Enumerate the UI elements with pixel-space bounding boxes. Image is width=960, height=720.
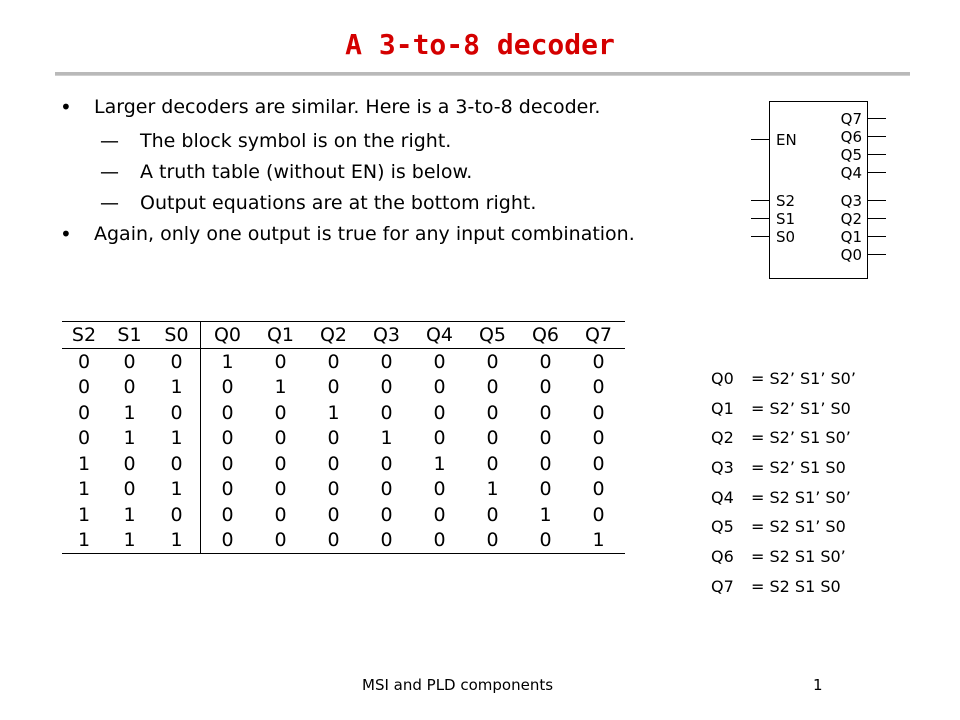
table-cell: 0 bbox=[77, 376, 91, 399]
table-cell: 0 bbox=[274, 503, 287, 526]
input-label-s2: S2 bbox=[776, 192, 796, 210]
table-cell: 0 bbox=[327, 452, 340, 475]
bullet-text: Again, only one output is true for any input combination. bbox=[94, 223, 635, 245]
column-header: Q5 bbox=[466, 322, 519, 349]
table-cell: 1 bbox=[572, 528, 625, 554]
table-cell: 1 bbox=[77, 452, 91, 475]
table-cell: 0 bbox=[201, 451, 255, 477]
equation-output: Q4 bbox=[711, 487, 734, 507]
equation-line bbox=[711, 546, 856, 576]
table-cell: 0 bbox=[327, 478, 340, 501]
table-cell: 0 bbox=[433, 503, 446, 526]
equation-line bbox=[711, 457, 856, 487]
output-pin-q5 bbox=[868, 154, 886, 155]
table-cell: 0 bbox=[170, 401, 183, 424]
table-cell: 0 bbox=[433, 401, 446, 424]
column-header: S0 bbox=[153, 322, 201, 349]
table-cell: 0 bbox=[123, 478, 136, 501]
output-equations bbox=[711, 368, 856, 606]
equation-expression: = S2 S1’ S0’ bbox=[751, 487, 851, 507]
output-label-q0: Q0 bbox=[840, 246, 862, 264]
equation-expression: = S2’ S1 S0 bbox=[751, 458, 846, 478]
input-label-s0: S0 bbox=[776, 228, 796, 246]
table-cell: 0 bbox=[433, 427, 446, 450]
column-header: Q6 bbox=[519, 322, 572, 349]
table-cell: 1 bbox=[327, 401, 340, 424]
table-cell: 1 bbox=[380, 427, 393, 450]
table-cell: 1 bbox=[170, 427, 183, 450]
column-header: Q2 bbox=[307, 322, 360, 349]
column-header: Q0 bbox=[201, 322, 255, 349]
table-cell: 1 bbox=[274, 376, 287, 399]
sub-bullet-text: A truth table (without EN) is below. bbox=[140, 161, 473, 183]
table-cell: 0 bbox=[201, 477, 255, 503]
table-cell: 0 bbox=[274, 401, 287, 424]
table-cell: 0 bbox=[380, 350, 393, 373]
output-pin-q2 bbox=[868, 218, 886, 219]
equation-line bbox=[711, 368, 856, 398]
output-label-q4: Q4 bbox=[840, 164, 862, 182]
table-cell: 1 bbox=[77, 503, 91, 526]
table-cell: 0 bbox=[327, 503, 340, 526]
equation-line bbox=[711, 398, 856, 428]
table-cell: 0 bbox=[380, 478, 393, 501]
equation-line bbox=[711, 516, 856, 546]
table-cell: 0 bbox=[539, 478, 552, 501]
table-cell: 0 bbox=[380, 401, 393, 424]
table-cell: 1 bbox=[201, 349, 255, 375]
table-row bbox=[62, 375, 625, 401]
equation-output: Q1 bbox=[711, 398, 734, 418]
table-cell: 0 bbox=[380, 376, 393, 399]
column-header: S1 bbox=[106, 322, 153, 349]
table-cell: 0 bbox=[274, 350, 287, 373]
table-cell: 1 bbox=[153, 528, 201, 554]
bullet-item bbox=[56, 220, 756, 254]
table-cell: 0 bbox=[77, 401, 91, 424]
equation-line bbox=[711, 487, 856, 517]
table-cell: 0 bbox=[486, 350, 499, 373]
equation-output: Q3 bbox=[711, 458, 734, 478]
table-cell: 0 bbox=[123, 376, 136, 399]
output-label-q3: Q3 bbox=[840, 192, 862, 210]
table-cell: 0 bbox=[274, 452, 287, 475]
equation-line bbox=[711, 427, 856, 457]
sub-bullet-text: Output equations are at the bottom right. bbox=[140, 192, 537, 214]
table-cell: 0 bbox=[592, 478, 605, 501]
bullet-marker: • bbox=[60, 95, 72, 119]
input-label-en: EN bbox=[776, 131, 797, 149]
table-cell: 0 bbox=[433, 350, 446, 373]
table-cell: 0 bbox=[201, 528, 255, 554]
table-cell: 0 bbox=[486, 452, 499, 475]
sub-bullet-text: The block symbol is on the right. bbox=[140, 130, 452, 152]
equation-expression: = S2’ S1 S0’ bbox=[751, 428, 851, 448]
table-cell: 0 bbox=[539, 401, 552, 424]
input-pin-s1 bbox=[751, 218, 769, 219]
bullet-item bbox=[56, 93, 756, 127]
sub-bullet-item bbox=[56, 127, 756, 158]
table-cell: 0 bbox=[77, 350, 91, 373]
page-number: 1 bbox=[813, 676, 823, 694]
table-cell: 0 bbox=[539, 350, 552, 373]
equation-expression: = S2 S1’ S0 bbox=[751, 517, 846, 537]
input-pin-s2 bbox=[751, 200, 769, 201]
equation-expression: = S2’ S1’ S0’ bbox=[751, 369, 856, 388]
output-pin-q4 bbox=[868, 172, 886, 173]
footer-title: MSI and PLD components bbox=[362, 676, 554, 694]
sub-bullet-item bbox=[56, 189, 756, 220]
column-header: Q4 bbox=[413, 322, 466, 349]
table-cell: 0 bbox=[201, 502, 255, 528]
table-header-row bbox=[62, 322, 625, 349]
bullet-marker: • bbox=[60, 222, 72, 246]
equation-output: Q6 bbox=[711, 547, 734, 567]
bullet-list bbox=[56, 93, 756, 254]
table-cell: 0 bbox=[327, 427, 340, 450]
table-cell: 0 bbox=[123, 350, 136, 373]
output-label-q7: Q7 bbox=[840, 110, 862, 128]
column-header: S2 bbox=[62, 322, 106, 349]
table-cell: 0 bbox=[592, 452, 605, 475]
table-cell: 0 bbox=[539, 452, 552, 475]
table-cell: 1 bbox=[123, 401, 136, 424]
equation-output: Q2 bbox=[711, 428, 734, 448]
output-label-q5: Q5 bbox=[840, 146, 862, 164]
table-cell: 0 bbox=[274, 427, 287, 450]
table-cell: 0 bbox=[486, 503, 499, 526]
table-row bbox=[62, 400, 625, 426]
output-pin-q3 bbox=[868, 200, 886, 201]
title-divider bbox=[55, 72, 910, 76]
decoder-block-body bbox=[769, 101, 868, 279]
table-cell: 1 bbox=[106, 528, 153, 554]
sub-bullet-item bbox=[56, 158, 756, 189]
input-pin-en bbox=[751, 139, 769, 140]
table-cell: 0 bbox=[380, 503, 393, 526]
table-cell: 1 bbox=[539, 503, 552, 526]
table-cell: 0 bbox=[327, 376, 340, 399]
output-pin-q6 bbox=[868, 136, 886, 137]
output-label-q6: Q6 bbox=[840, 128, 862, 146]
table-cell: 0 bbox=[77, 427, 91, 450]
equation-expression: = S2’ S1’ S0 bbox=[751, 398, 851, 418]
table-cell: 1 bbox=[486, 478, 499, 501]
table-cell: 0 bbox=[274, 478, 287, 501]
truth-table-body bbox=[62, 349, 625, 554]
table-cell: 0 bbox=[123, 452, 136, 475]
input-pin-s0 bbox=[751, 236, 769, 237]
table-cell: 0 bbox=[170, 452, 183, 475]
table-cell: 0 bbox=[170, 350, 183, 373]
table-cell: 0 bbox=[592, 376, 605, 399]
table-cell: 0 bbox=[254, 528, 307, 554]
table-cell: 0 bbox=[413, 528, 466, 554]
table-cell: 0 bbox=[201, 426, 255, 452]
column-header: Q3 bbox=[360, 322, 413, 349]
table-cell: 0 bbox=[486, 427, 499, 450]
table-cell: 0 bbox=[592, 350, 605, 373]
table-cell: 0 bbox=[539, 427, 552, 450]
equation-expression: = S2 S1 S0’ bbox=[751, 547, 846, 567]
table-cell: 0 bbox=[433, 376, 446, 399]
bullet-text: Larger decoders are similar. Here is a 3-to-8 decoder. bbox=[94, 96, 601, 118]
table-cell: 1 bbox=[123, 427, 136, 450]
output-label-q1: Q1 bbox=[840, 228, 862, 246]
table-cell: 1 bbox=[170, 478, 183, 501]
truth-table bbox=[62, 321, 625, 554]
equation-output: Q0 bbox=[711, 369, 734, 388]
slide-title: A 3-to-8 decoder bbox=[345, 28, 615, 61]
input-label-s1: S1 bbox=[776, 210, 796, 228]
table-row bbox=[62, 502, 625, 528]
column-header: Q7 bbox=[572, 322, 625, 349]
table-cell: 0 bbox=[519, 528, 572, 554]
table-row bbox=[62, 349, 625, 375]
equation-line bbox=[711, 576, 856, 606]
sub-bullet-marker: — bbox=[100, 192, 119, 214]
column-header: Q1 bbox=[254, 322, 307, 349]
table-row bbox=[62, 451, 625, 477]
table-cell: 0 bbox=[433, 478, 446, 501]
output-pin-q7 bbox=[868, 118, 886, 119]
output-pin-q0 bbox=[868, 254, 886, 255]
table-cell: 1 bbox=[123, 503, 136, 526]
output-pin-q1 bbox=[868, 236, 886, 237]
table-cell: 0 bbox=[466, 528, 519, 554]
table-row bbox=[62, 477, 625, 503]
table-cell: 0 bbox=[201, 400, 255, 426]
table-cell: 0 bbox=[307, 528, 360, 554]
table-cell: 0 bbox=[592, 401, 605, 424]
table-cell: 0 bbox=[170, 503, 183, 526]
sub-bullet-marker: — bbox=[100, 130, 119, 152]
table-cell: 1 bbox=[62, 528, 106, 554]
sub-bullet-marker: — bbox=[100, 161, 119, 183]
table-row bbox=[62, 426, 625, 452]
output-label-q2: Q2 bbox=[840, 210, 862, 228]
equation-output: Q5 bbox=[711, 517, 734, 537]
table-cell: 0 bbox=[592, 427, 605, 450]
table-cell: 0 bbox=[486, 401, 499, 424]
table-cell: 0 bbox=[201, 375, 255, 401]
equation-expression: = S2 S1 S0 bbox=[751, 576, 841, 596]
table-cell: 1 bbox=[77, 478, 91, 501]
table-cell: 0 bbox=[327, 350, 340, 373]
table-cell: 0 bbox=[592, 503, 605, 526]
table-cell: 0 bbox=[486, 376, 499, 399]
table-row bbox=[62, 528, 625, 554]
table-cell: 0 bbox=[539, 376, 552, 399]
table-cell: 0 bbox=[380, 452, 393, 475]
equation-output: Q7 bbox=[711, 576, 734, 596]
table-cell: 1 bbox=[170, 376, 183, 399]
table-cell: 0 bbox=[360, 528, 413, 554]
table-cell: 1 bbox=[433, 452, 446, 475]
